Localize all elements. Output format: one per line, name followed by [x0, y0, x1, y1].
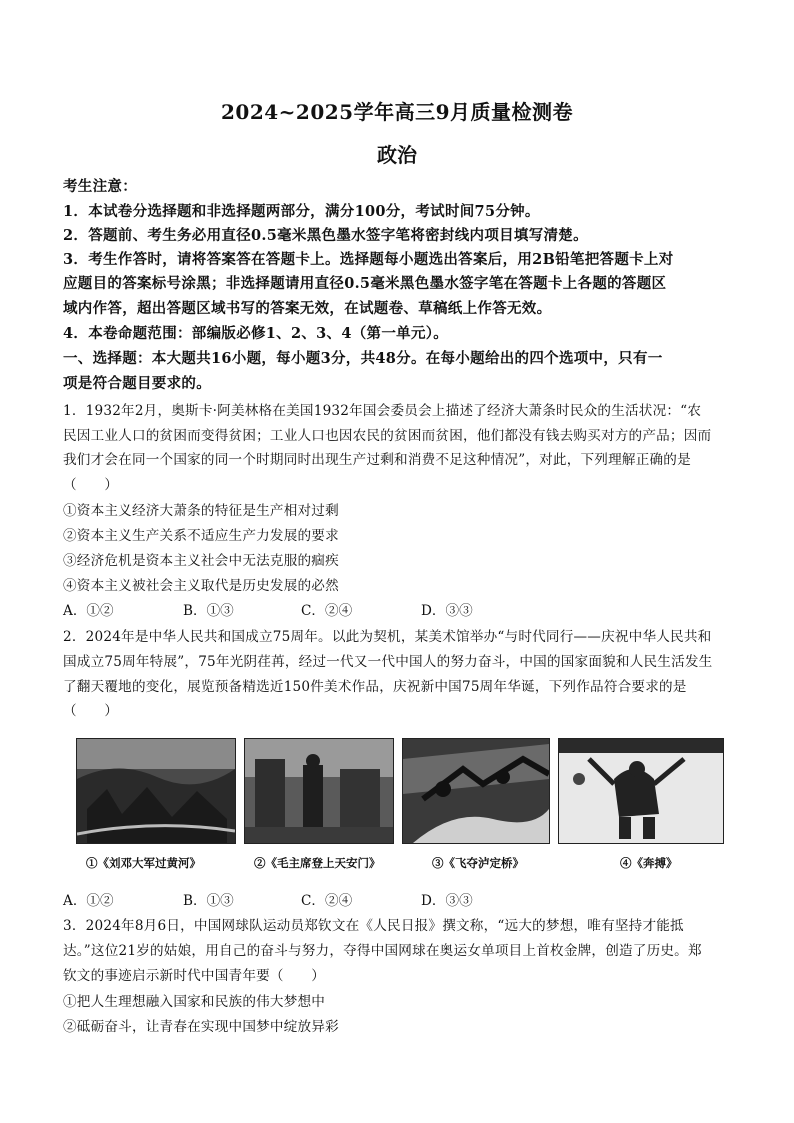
q3-option-1: ①把人生理想融入国家和民族的伟大梦想中: [63, 994, 326, 1010]
q1-stem-line-2: 民因工业人口的贫困而变得贫困；工业人口也因农民的贫困而贫困，他们都没有钱去购买对方的产品；因而: [63, 428, 712, 444]
q3-option-2: ②砥砺奋斗，让青春在实现中国梦中绽放异彩: [63, 1019, 339, 1035]
q2-stem-line-3: 了翻天覆地的变化，展览预备精选近150件美术作品，庆祝新中国75周年华诞，下列作品符合要求的是: [63, 679, 687, 695]
notice-heading: 考生注意：: [63, 178, 137, 195]
q1-choice-c: C．②④: [301, 603, 353, 619]
q1-option-3: ③经济危机是资本主义社会中无法克服的痼疾: [63, 553, 339, 569]
q1-choice-b: B．①③: [183, 603, 234, 619]
q1-stem-line-3: 我们才会在同一个国家的同一个时期同时出现生产过剩和消费不足这种情况”，对此，下列理解正确的是: [63, 452, 691, 468]
exam-title: 2024~2025学年高三9月质量检测卷: [220, 100, 573, 124]
notice-item-2: 2．答题前、考生务必用直径0.5毫米黑色墨水签字笔将密封线内项目填写清楚。: [63, 227, 588, 244]
notice-item-3-line-1: 3．考生作答时，请将答案答在答题卡上。选择题每小题选出答案后，用2B铅笔把答题卡上对: [63, 251, 674, 268]
artwork-caption-3: ③《飞夺泸定桥》: [432, 856, 524, 870]
q2-stem-line-4: （ ）: [63, 703, 119, 719]
q1-option-4: ④资本主义被社会主义取代是历史发展的必然: [63, 578, 339, 594]
artwork-image-3: [402, 738, 550, 844]
q1-choice-a: A．①②: [63, 603, 114, 619]
q2-choice-b: B．①③: [183, 893, 234, 909]
artwork-images: [72, 735, 726, 875]
artwork-caption-4: ④《奔搏》: [620, 856, 678, 870]
q1-option-2: ②资本主义生产关系不适应生产力发展的要求: [63, 528, 339, 544]
section-1-heading-line-1: 一、选择题：本大题共16小题，每小题3分，共48分。在每小题给出的四个选项中，只有一: [63, 350, 663, 367]
q2-stem-line-2: 国成立75周年特展”，75年光阴荏苒，经过一代又一代中国人的努力奋斗，中国的国家面貌和人民生活发生: [63, 654, 713, 670]
artwork-image-4: [558, 738, 724, 844]
q3-stem-line-1: 3．2024年8月6日，中国网球队运动员郑钦文在《人民日报》撰文称，“远大的梦想，唯有坚持才能抵: [63, 918, 684, 934]
notice-item-3-line-3: 域内作答，超出答题区域书写的答案无效，在试题卷、草稿纸上作答无效。: [63, 300, 552, 317]
q1-stem-line-4: （ ）: [63, 477, 119, 493]
notice-item-4: 4．本卷命题范围：部编版必修1、2、3、4（第一单元）。: [63, 325, 449, 342]
q2-stem-line-1: 2．2024年是中华人民共和国成立75周年。以此为契机，某美术馆举办“与时代同行——庆祝中华人民共和: [63, 629, 712, 645]
q2-choice-a: A．①②: [63, 893, 114, 909]
artwork-caption-2: ②《毛主席登上天安门》: [254, 856, 381, 870]
subject-title: 政治: [377, 143, 417, 167]
notice-item-3-line-2: 应题目的答案标号涂黑；非选择题请用直径0.5毫米黑色墨水签字笔在答题卡上各题的答题区: [63, 275, 667, 292]
notice-item-1: 1．本试卷分选择题和非选择题两部分，满分100分，考试时间75分钟。: [63, 203, 540, 220]
artwork-image-1: [76, 738, 236, 844]
q2-choice-d: D．③③: [421, 893, 473, 909]
q1-option-1: ①资本主义经济大萧条的特征是生产相对过剩: [63, 503, 339, 519]
artwork-image-2: [244, 738, 394, 844]
artwork-caption-1: ①《刘邓大军过黄河》: [86, 856, 201, 870]
q3-stem-line-2: 达。”这位21岁的姑娘，用自己的奋斗与努力，夺得中国网球在奥运女单项目上首枚金牌，创造了历史。郑: [63, 943, 702, 959]
q1-stem-line-1: 1．1932年2月，奥斯卡·阿美林格在美国1932年国会委员会上描述了经济大萧条时民众的生活状况：“农: [63, 403, 702, 419]
section-1-heading-line-2: 项是符合题目要求的。: [63, 375, 211, 392]
q1-choice-d: D．③③: [421, 603, 473, 619]
q2-choice-c: C．②④: [301, 893, 353, 909]
q3-stem-line-3: 钦文的事迹启示新时代中国青年要（ ）: [63, 968, 326, 984]
